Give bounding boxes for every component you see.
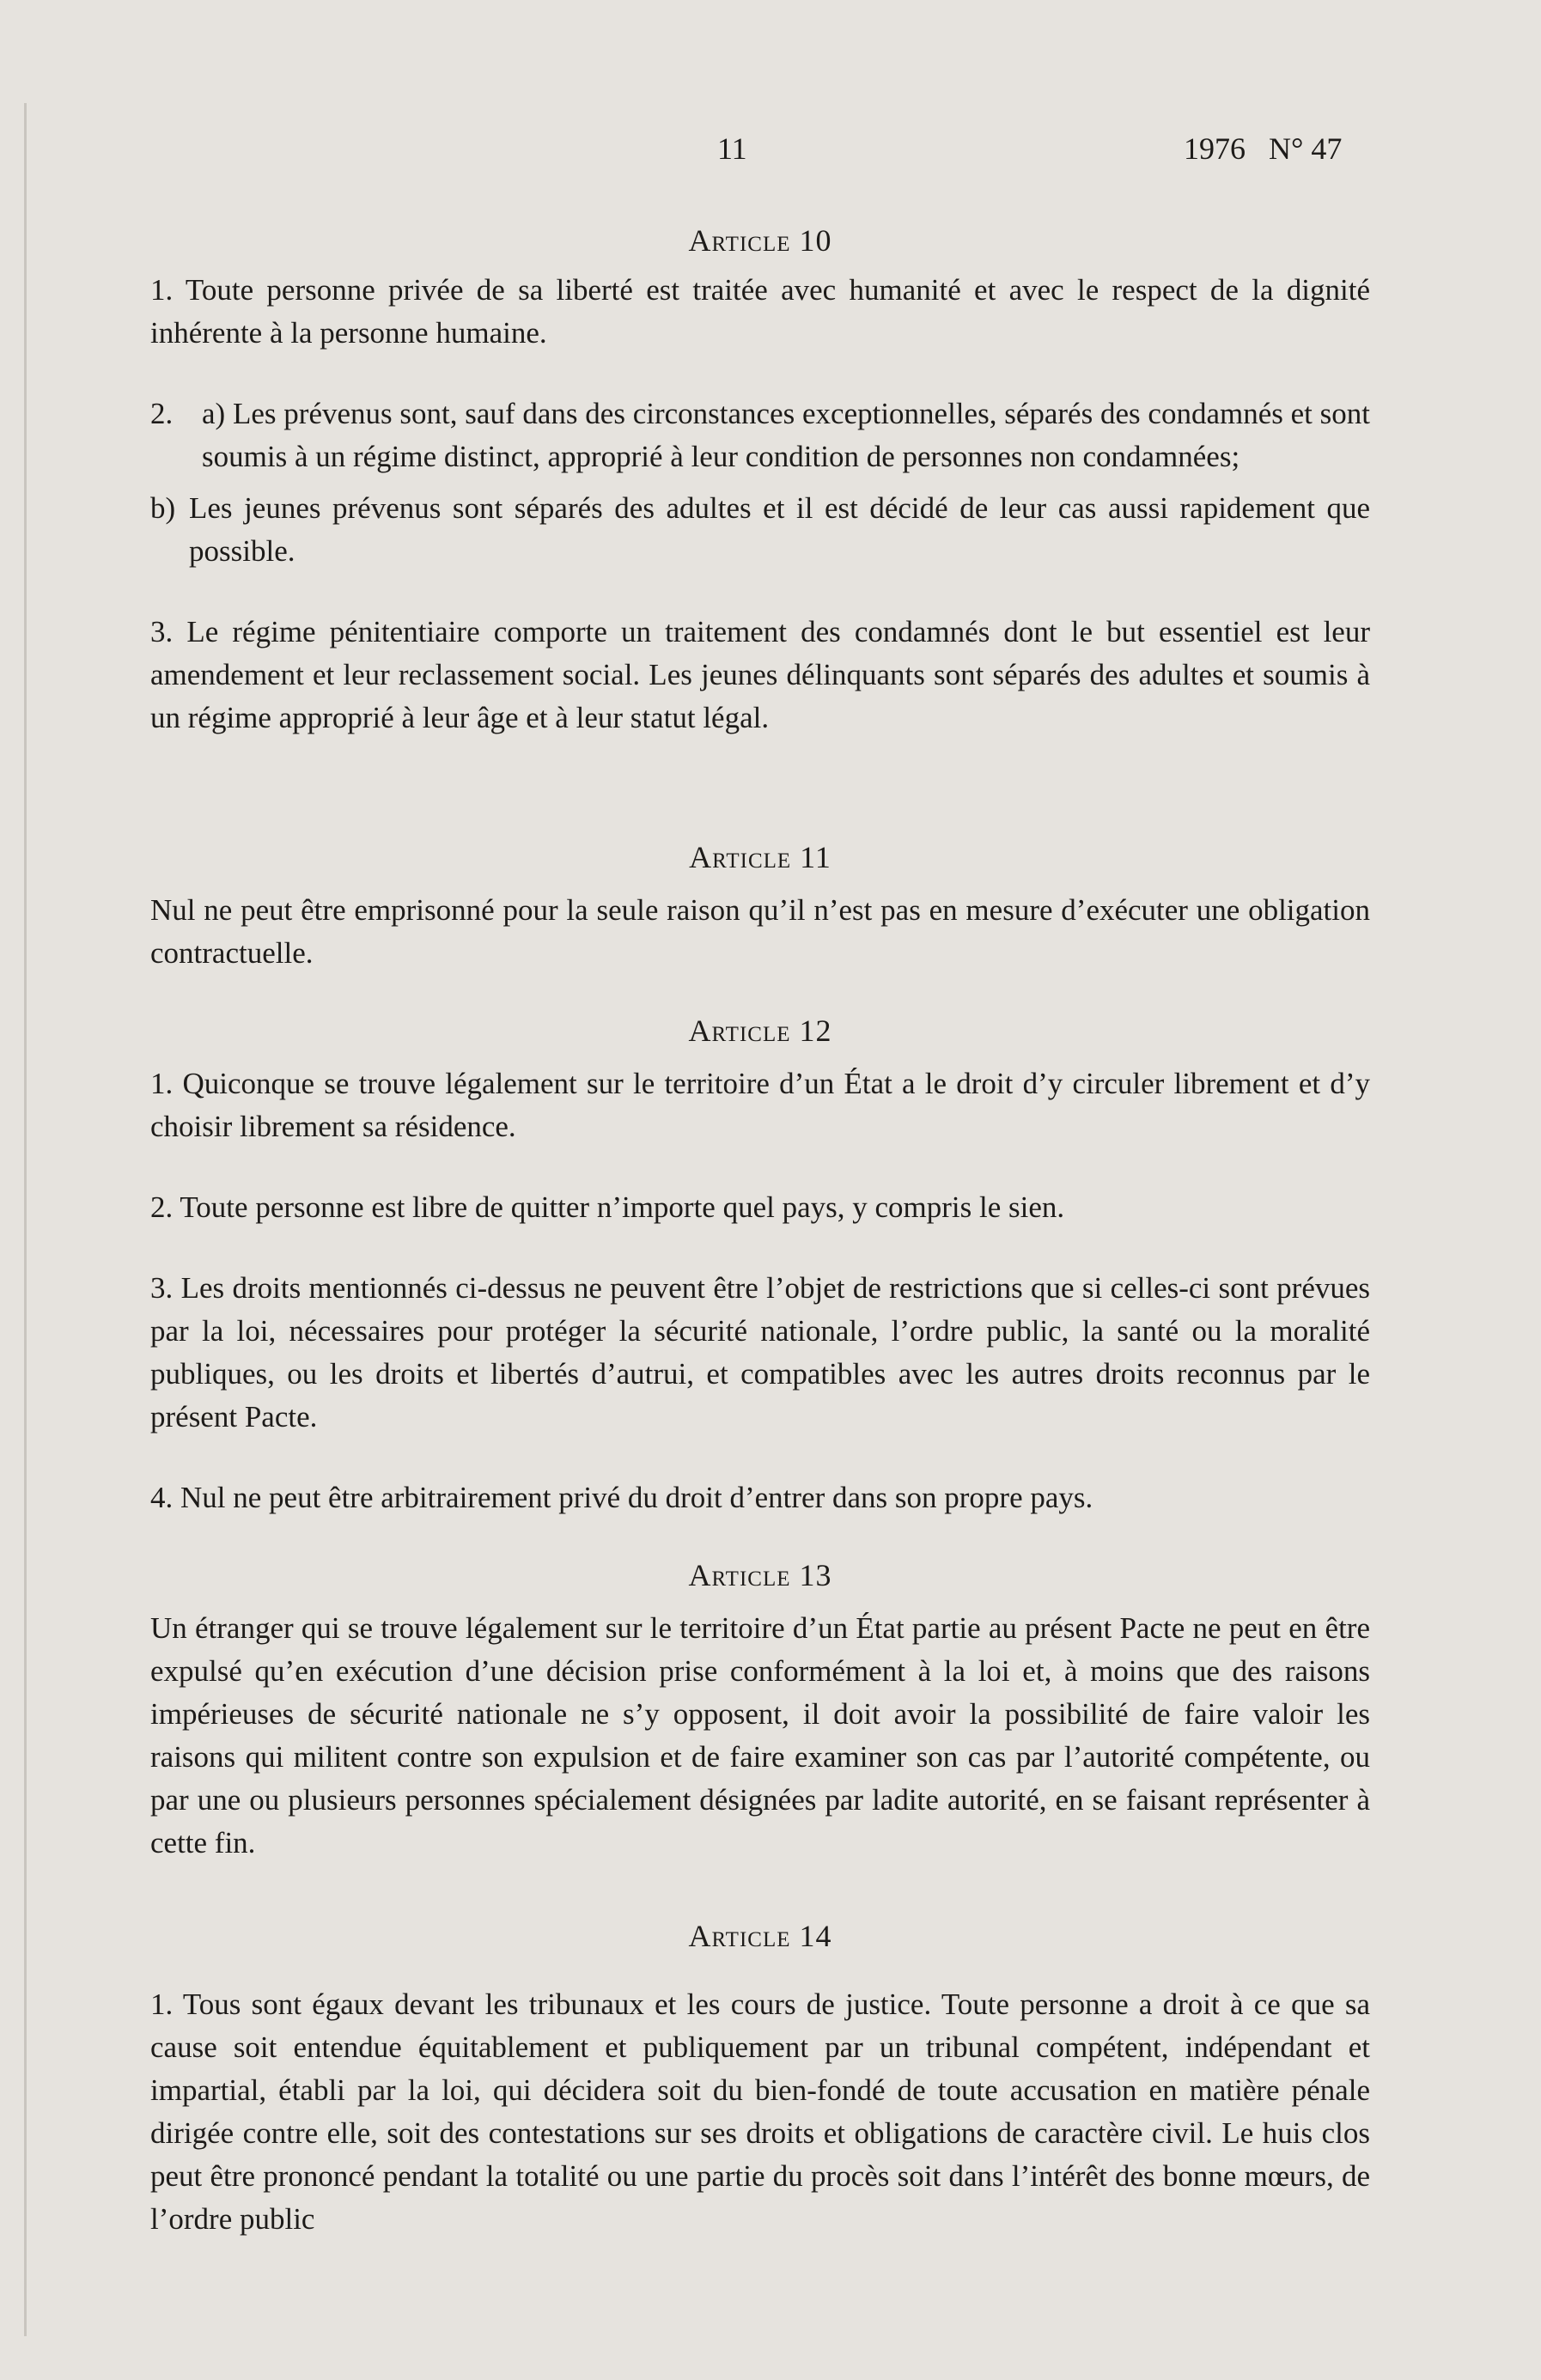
article-10-paragraph-2a — [150, 393, 1370, 478]
paragraph-number: 4. — [150, 1481, 174, 1514]
article-12-title: Article 12 — [688, 1013, 832, 1048]
paragraph-text: Tous sont égaux devant les tribunaux et les cours de justice. Toute personne a droit à ce que sa cause soit entendue équitablement et publiquement par un tribunal compétent, indépendant et impartial, établi par la loi, qui décidera soit du bien-fondé de toute accusation en matière pénale dirigée contre elle, soit des contestations sur ses droits et obligations de caractère civil. Le huis clos peut être prononcé pendant la totalité ou une partie du procès soit dans l’intérêt des bonne mœurs, de l’ordre public — [150, 1987, 1371, 2236]
paragraph-text: Les droits mentionnés ci-dessus ne peuvent être l’objet de restrictions que si celles-ci sont prévues par la loi, nécessaires pour protéger la sécurité nationale, l’ordre public, la santé ou la moralité publiques, ou les droits et libertés d’autrui, et compatibles avec les autres droits reconnus par le présent Pacte. — [150, 1271, 1371, 1433]
article-11-paragraph-1: Nul ne peut être emprisonné pour la seule raison qu’il n’est pas en mesure d’exécuter une obligation contractuelle. — [150, 893, 1370, 970]
article-14-title: Article 14 — [688, 1919, 832, 1953]
page-header — [0, 131, 1541, 173]
paragraph-text: Les jeunes prévenus sont séparés des adultes et il est décidé de leur cas aussi rapidement que possible. — [189, 491, 1370, 568]
paragraph-number: 1. — [150, 1987, 174, 2021]
paragraph-text: Toute personne est libre de quitter n’importe quel pays, y compris le sien. — [180, 1190, 1065, 1224]
paragraph-number: 1. — [150, 1067, 174, 1100]
paragraph-text: Quiconque se trouve légalement sur le territoire d’un État a le droit d’y circuler librement et d’y choisir librement sa résidence. — [150, 1067, 1371, 1143]
article-12-paragraph-1 — [150, 1062, 1370, 1148]
paragraph-number: 1. — [150, 273, 174, 307]
article-12-paragraph-4 — [150, 1476, 1370, 1519]
paragraph-text: Les prévenus sont, sauf dans des circonstances exceptionnelles, séparés des condamnés et sont soumis à un régime distinct, approprié à leur condition de personnes non condamnées; — [202, 397, 1371, 473]
article-11-title: Article 11 — [689, 840, 831, 874]
article-12-paragraph-3 — [150, 1267, 1370, 1439]
document-body — [150, 219, 1370, 2241]
article-13-paragraph-1: Un étranger qui se trouve légalement sur le territoire d’un État partie au présent Pacte ne peut en être expulsé qu’en exécution d’une décision prise conformément à la loi et, à moins que des raisons impérieuses de sécurité nationale ne s’y opposent, il doit avoir la possibilité de faire valoir les raisons qui militent contre son expulsion et de faire examiner son cas par l’autorité compétente, ou par une ou plusieurs personnes spécialement désignées par ladite autorité, en se faisant représenter à cette fin. — [150, 1611, 1370, 1860]
article-12-paragraph-2 — [150, 1186, 1370, 1229]
paragraph-number: 3. — [150, 615, 174, 648]
item-label: b) — [150, 491, 176, 525]
document-reference: 1976 N° 47 — [1184, 131, 1343, 166]
paragraph-text: Toute personne privée de sa liberté est traitée avec humanité et avec le respect de la dignité inhérente à la personne humaine. — [150, 273, 1370, 350]
paragraph-number: 3. — [150, 1271, 174, 1305]
article-14-paragraph-1 — [150, 1983, 1370, 2241]
article-10-paragraph-2b — [150, 487, 1370, 573]
article-13-title: Article 13 — [688, 1558, 832, 1592]
paragraph-text: Le régime pénitentiaire comporte un traitement des condamnés dont le but essentiel est leur amendement et leur reclassement social. Les jeunes délinquants sont séparés des adultes et soumis à un régime approprié à leur âge et à leur statut légal. — [150, 615, 1371, 734]
article-10-title: Article 10 — [688, 223, 832, 258]
paragraph-text: Nul ne peut être arbitrairement privé du droit d’entrer dans son propre pays. — [180, 1481, 1093, 1514]
paragraph-number: 2. — [150, 1190, 174, 1224]
item-label: a) — [202, 397, 226, 430]
paragraph-number: 2. — [150, 397, 174, 430]
article-10-paragraph-1 — [150, 269, 1370, 355]
page-number: 11 — [717, 131, 747, 166]
article-10-paragraph-3 — [150, 611, 1370, 740]
